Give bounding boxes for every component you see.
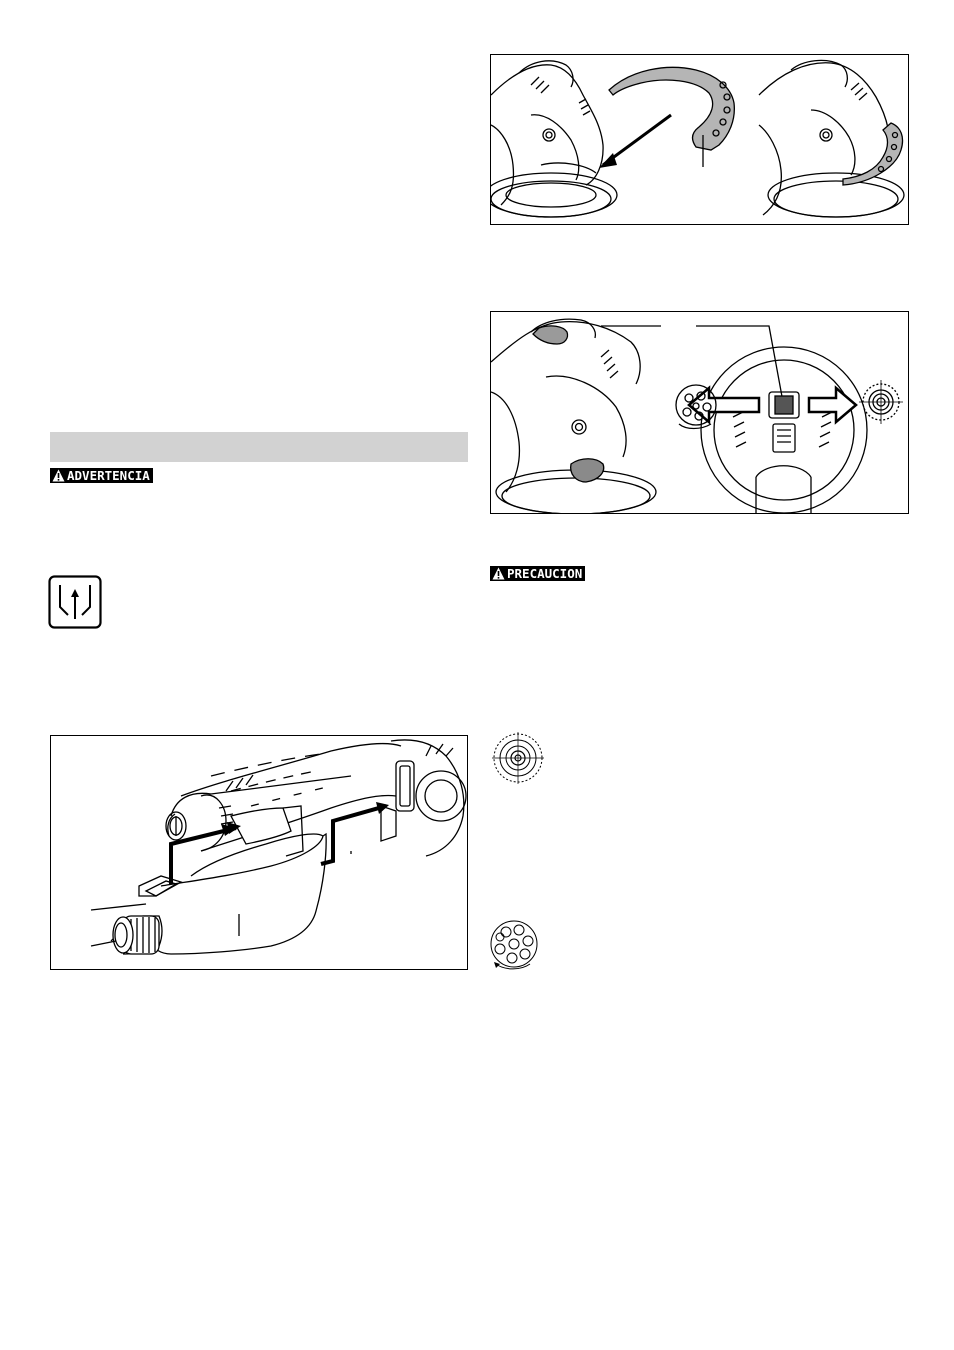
caution-label-precaucion: PRECAUCION <box>507 566 583 581</box>
caution-badge-precaucion <box>490 566 585 581</box>
aggressive-pattern-icon <box>488 918 542 974</box>
fine-finish-pattern-icon <box>490 730 546 786</box>
mode-selector-illustration <box>491 312 909 514</box>
warning-label-advertencia: ADVERTENCIA <box>67 468 150 483</box>
dust-extraction-symbol-icon <box>48 575 102 629</box>
pad-guard-illustration <box>491 55 909 225</box>
figure-mode-selector <box>490 311 909 514</box>
warning-badge-advertencia <box>50 468 153 483</box>
figure-pad-guard <box>490 54 909 225</box>
warning-triangle-icon <box>492 567 505 580</box>
warning-triangle-icon <box>52 469 65 482</box>
figure-dust-nozzle <box>50 735 468 970</box>
dust-nozzle-illustration <box>51 736 468 970</box>
section-heading-bar <box>50 432 468 462</box>
